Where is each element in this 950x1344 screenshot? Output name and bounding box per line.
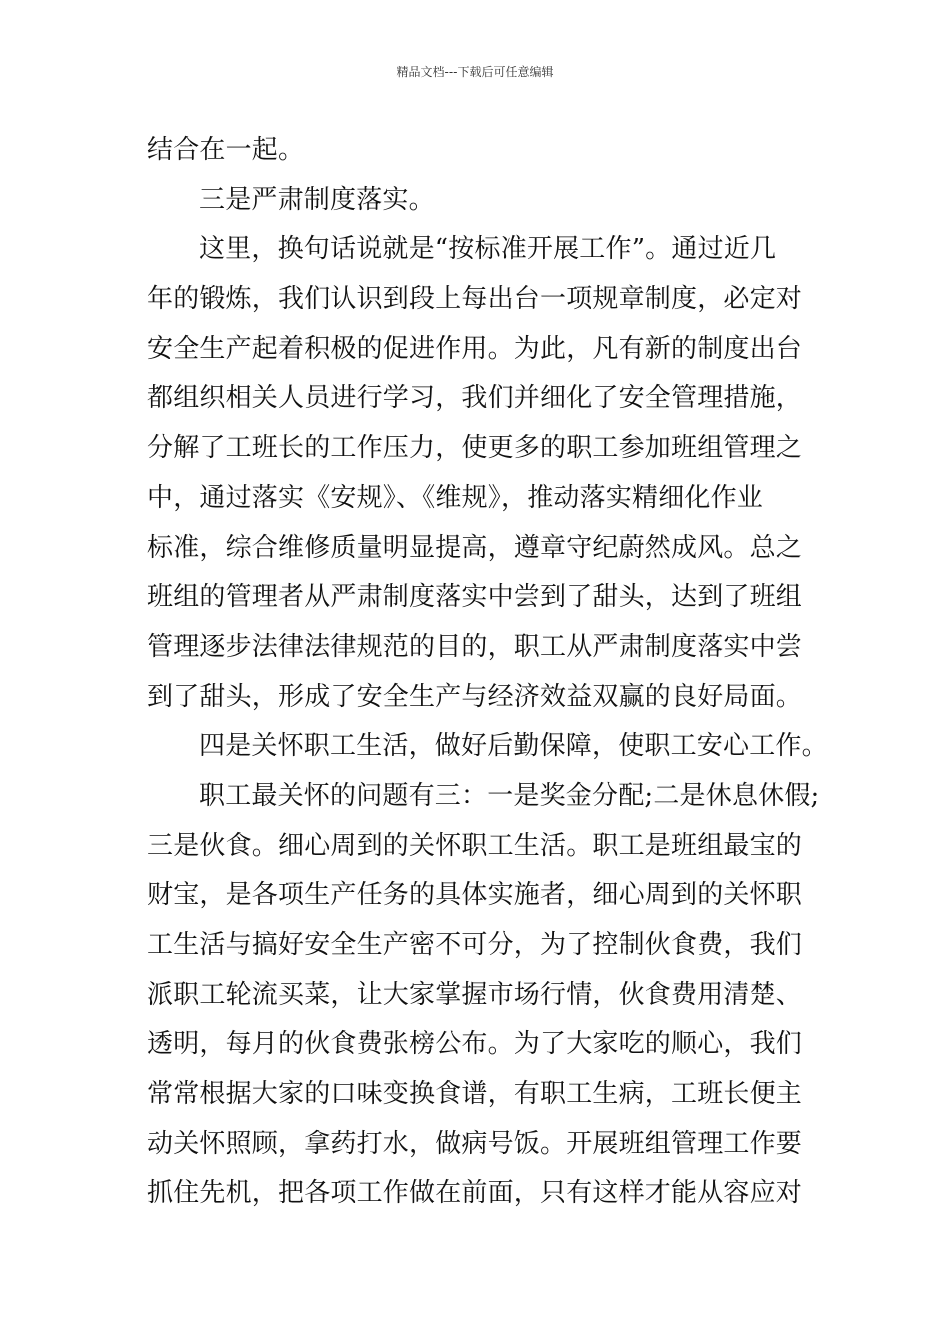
text-line: 管理逐步法律法律规范的目的，职工从严肃制度落实中尝 xyxy=(147,631,803,662)
text-line: 财宝，是各项生产任务的具体实施者，细心周到的关怀职 xyxy=(147,880,803,911)
text-line: 年的锻炼，我们认识到段上每出台一项规章制度，必定对 xyxy=(147,284,803,315)
text-line: 结合在一起。 xyxy=(147,135,305,165)
text-line: 常常根据大家的口味变换食谱，有职工生病，工班长便主 xyxy=(147,1079,803,1110)
page-header: 精品文档---下载后可任意编辑 xyxy=(396,65,554,79)
text-line: 安全生产起着积极的促进作用。为此，凡有新的制度出台 xyxy=(147,333,803,364)
text-line: 到了甜头，形成了安全生产与经济效益双赢的良好局面。 xyxy=(147,681,803,712)
text-line: 工生活与搞好安全生产密不可分，为了控制伙食费，我们 xyxy=(147,930,803,960)
section-heading: 三是严肃制度落实。 xyxy=(199,184,435,215)
text-line: 都组织相关人员进行学习，我们并细化了安全管理措施， xyxy=(147,383,803,414)
paragraph-start: 这里，换句话说就是“按标准开展工作”。通过近几 xyxy=(199,234,777,265)
text-line: 动关怀照顾，拿药打水，做病号饭。开展班组管理工作要 xyxy=(147,1128,803,1159)
body-text xyxy=(147,126,847,1219)
section-heading: 四是关怀职工生活，做好后勤保障，使职工安心工作。 xyxy=(199,731,828,762)
text-line: 班组的管理者从严肃制度落实中尝到了甜头，达到了班组 xyxy=(147,582,803,613)
text-line: 分解了工班长的工作压力，使更多的职工参加班组管理之 xyxy=(147,433,803,464)
paragraph-start: 职工最关怀的问题有三：一是奖金分配;二是休息休假; xyxy=(199,780,820,811)
text-line: 透明，每月的伙食费张榜公布。为了大家吃的顺心，我们 xyxy=(147,1029,803,1060)
text-line: 派职工轮流买菜，让大家掌握市场行情，伙食费用清楚、 xyxy=(147,979,803,1010)
text-line: 标准，综合维修质量明显提高，遵章守纪蔚然成风。总之 xyxy=(147,532,803,563)
text-line: 中，通过落实《安规》、《维规》，推动落实精细化作业 xyxy=(147,482,764,513)
text-line: 抓住先机，把各项工作做在前面，只有这样才能从容应对 xyxy=(147,1178,803,1209)
text-line: 三是伙食。细心周到的关怀职工生活。职工是班组最宝的 xyxy=(147,830,803,861)
